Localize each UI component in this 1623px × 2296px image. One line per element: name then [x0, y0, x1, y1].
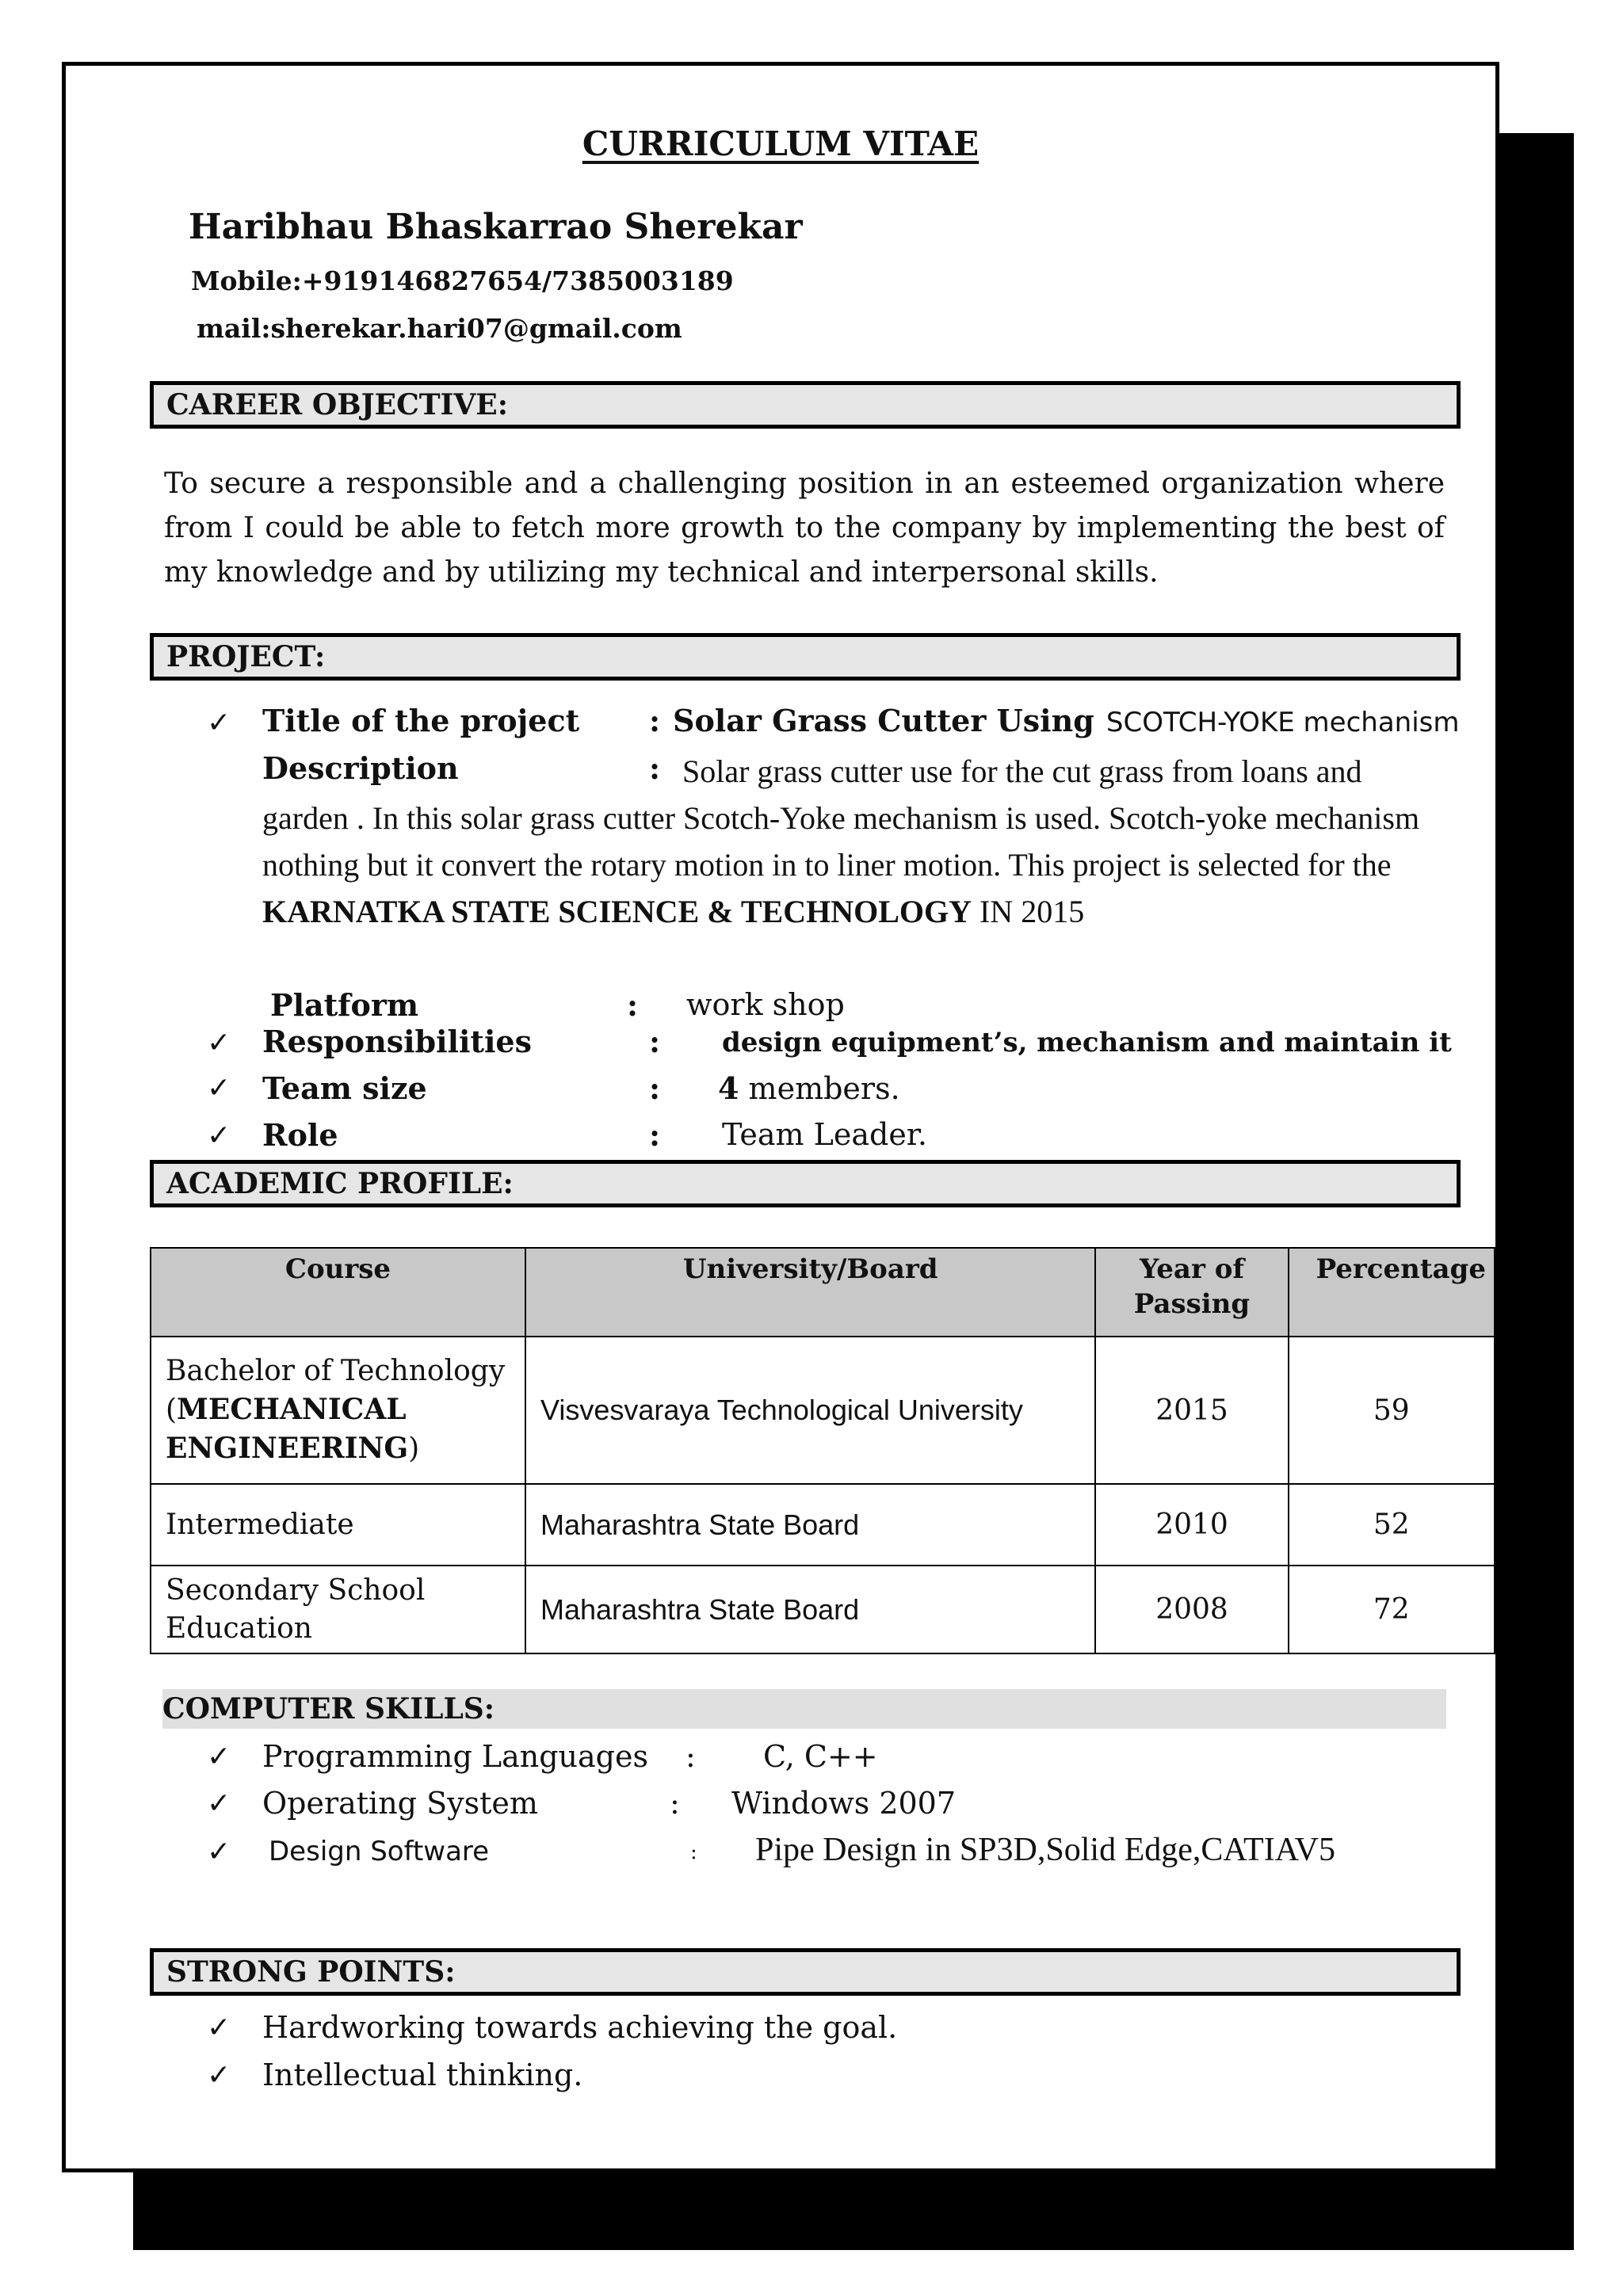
year-header: Year of Passing: [1095, 1248, 1288, 1337]
course-cell: Secondary School Education: [151, 1566, 525, 1653]
career-objective-heading: CAREER OBJECTIVE:: [150, 381, 1461, 429]
percentage-cell: 52: [1289, 1484, 1495, 1566]
academic-profile-heading: ACADEMIC PROFILE:: [150, 1160, 1461, 1207]
project-description: Solar grass cutter use for the cut grass from loans and garden . In this solar grass cutter Scotch-Yoke mechanism is used. Scotch-yoke mechanism nothing but it convert the rotary motion in to liner motion. This project is selected for the KARNATKA STATE SCIENCE & TECHNOLOGY IN 2015: [262, 753, 1420, 929]
responsibilities-label: Responsibilities: [262, 1024, 532, 1059]
team-size-value: 4 members.: [718, 1070, 900, 1106]
board-cell: Maharashtra State Board: [525, 1566, 1095, 1653]
percentage-header: Percentage: [1289, 1248, 1495, 1337]
colon: :: [649, 1117, 661, 1153]
skill-value: Windows 2007: [731, 1786, 957, 1821]
platform-label: Platform: [270, 987, 419, 1023]
skill-value: C, C++: [763, 1739, 878, 1774]
colon: :: [685, 1739, 696, 1774]
skill-label: Operating System: [262, 1786, 538, 1821]
strong-points-heading: STRONG POINTS:: [150, 1948, 1461, 1996]
colon: :: [649, 703, 661, 738]
strong-point-item: Hardworking towards achieving the goal.: [262, 2010, 898, 2045]
responsibilities-value: design equipment’s, mechanism and maintain it: [722, 1027, 1452, 1058]
percentage-cell: 59: [1289, 1337, 1495, 1484]
colon: :: [670, 1786, 680, 1821]
email-address: mail:sherekar.hari07@gmail.com: [197, 313, 682, 344]
career-objective-text: To secure a responsible and a challenging position in an esteemed organization where from I could be able to fetch more growth to the company by implementing the best of my knowledge and by utilizing my technical and interpersonal skills.: [164, 467, 1445, 589]
resume-page: [62, 62, 1499, 2172]
table-header-row: [151, 1248, 1495, 1337]
table-row: [151, 1337, 1495, 1484]
year-cell: 2015: [1095, 1337, 1288, 1484]
skill-label: Design Software: [269, 1836, 490, 1867]
board-cell: Maharashtra State Board: [525, 1484, 1095, 1566]
check-icon: ✓: [207, 1787, 231, 1820]
course-cell: Bachelor of Technology (MECHANICAL ENGINEERING): [151, 1337, 525, 1484]
project-title-label: Title of the project: [262, 703, 580, 738]
percentage-cell: 72: [1289, 1566, 1495, 1653]
project-title-value: Solar Grass Cutter Using SCOTCH-YOKE mechanism: [673, 703, 1460, 738]
description-label: Description: [262, 750, 459, 786]
colon: :: [627, 987, 639, 1023]
document-title: CURRICULUM VITAE: [582, 124, 980, 163]
colon: :: [649, 750, 661, 786]
check-icon: ✓: [207, 2012, 231, 2044]
platform-value: work shop: [686, 987, 845, 1022]
check-icon: ✓: [207, 1741, 231, 1773]
check-icon: ✓: [207, 1027, 231, 1059]
colon: :: [649, 1070, 661, 1106]
university-header: University/Board: [525, 1248, 1095, 1337]
project-heading: PROJECT:: [150, 633, 1461, 681]
team-size-label: Team size: [262, 1070, 427, 1106]
candidate-name: Haribhau Bhaskarrao Sherekar: [189, 207, 803, 247]
colon: :: [690, 1840, 697, 1864]
academic-table: [150, 1247, 1495, 1654]
table-row: [151, 1484, 1495, 1566]
skill-label: Programming Languages: [262, 1739, 648, 1774]
course-cell: Intermediate: [151, 1484, 525, 1566]
table-row: [151, 1566, 1495, 1653]
role-value: Team Leader.: [722, 1117, 927, 1152]
skill-value: Pipe Design in SP3D,Solid Edge,CATIAV5: [755, 1832, 1335, 1868]
year-cell: 2010: [1095, 1484, 1288, 1566]
role-label: Role: [262, 1117, 338, 1153]
course-header: Course: [151, 1248, 525, 1337]
computer-skills-heading: COMPUTER SKILLS:: [162, 1689, 1446, 1729]
check-icon: ✓: [207, 2059, 231, 2092]
board-cell: Visvesvaraya Technological University: [525, 1337, 1095, 1484]
strong-point-item: Intellectual thinking.: [262, 2058, 583, 2092]
check-icon: ✓: [207, 1119, 231, 1152]
check-icon: ✓: [207, 1072, 231, 1104]
mobile-number: Mobile:+919146827654/7385003189: [191, 265, 734, 296]
check-icon: ✓: [207, 707, 231, 739]
check-icon: ✓: [207, 1836, 231, 1868]
colon: :: [649, 1024, 661, 1059]
year-cell: 2008: [1095, 1566, 1288, 1653]
